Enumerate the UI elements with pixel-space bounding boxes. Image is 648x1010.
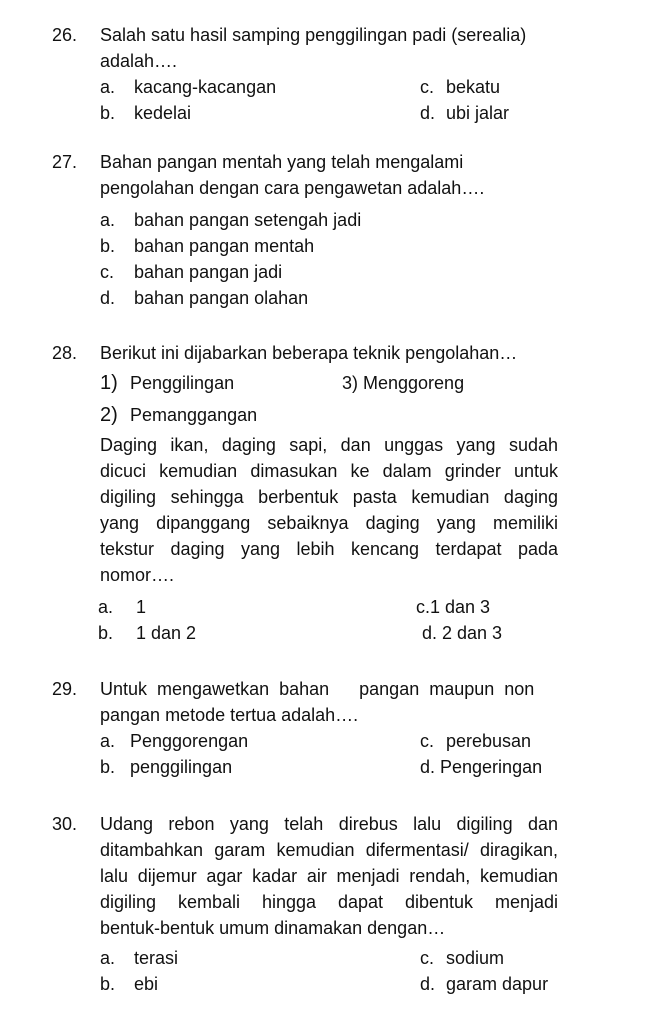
option-letter: d.	[100, 288, 116, 308]
paragraph-line: Daging ikan, daging sapi, dan unggas yang sudah	[100, 435, 558, 455]
option-letter: c.	[100, 262, 115, 282]
option-a[interactable]	[100, 945, 178, 971]
paragraph-line: digiling sehingga berbentuk pasta kemudian daging	[100, 487, 558, 507]
option-b[interactable]	[100, 971, 158, 997]
option-text: ubi jalar	[446, 103, 510, 123]
stem-line: Salah satu hasil samping penggilingan padi (serealia)	[100, 25, 527, 45]
option-text: garam dapur	[446, 974, 549, 994]
option-letter: c.	[420, 77, 435, 97]
option-text: 1 dan 2	[136, 623, 197, 643]
paragraph-line: tekstur daging yang lebih kencang terdapat pada	[100, 539, 558, 559]
stem-line: Bahan pangan mentah yang telah mengalami	[100, 152, 464, 172]
stem-line: pangan metode tertua adalah….	[100, 705, 359, 725]
option-c[interactable]	[100, 259, 282, 285]
stem-line: pengolahan dengan cara pengawetan adalah….	[100, 178, 485, 198]
option-text: ebi	[134, 974, 159, 994]
option-b[interactable]	[100, 100, 191, 126]
paragraph-line: dicuci kemudian dimasukan ke dalam grinder untuk	[100, 461, 558, 481]
stem-line: Berikut ini dijabarkan beberapa teknik pengolahan…	[100, 343, 518, 363]
option-b[interactable]	[100, 233, 314, 259]
option-letter: b.	[98, 623, 114, 643]
question-number: 29.	[52, 679, 78, 699]
option-a[interactable]	[100, 207, 361, 233]
item-number: 2)	[100, 404, 118, 426]
option-text: bekatu	[446, 77, 501, 97]
option-text: d. Pengeringan	[420, 757, 543, 777]
option-d[interactable]	[422, 620, 502, 646]
option-letter: a.	[100, 77, 116, 97]
option-text: bahan pangan olahan	[134, 288, 309, 308]
option-text: d. 2 dan 3	[422, 623, 503, 643]
item-number: 1)	[100, 372, 118, 394]
technique-item-2	[100, 401, 257, 429]
item-text: Pemanggangan	[130, 405, 258, 425]
option-a[interactable]	[100, 728, 248, 754]
option-d[interactable]	[420, 100, 509, 126]
option-text: Penggorengan	[130, 731, 249, 751]
option-letter: c.	[420, 948, 435, 968]
option-a[interactable]	[100, 74, 276, 100]
stem-line: Udang rebon yang telah direbus lalu digiling dan	[100, 814, 558, 834]
option-text: 1	[136, 597, 147, 617]
option-c[interactable]	[416, 594, 490, 620]
item-text: Penggilingan	[130, 373, 235, 393]
technique-item-3	[342, 369, 464, 397]
question-number: 30.	[52, 814, 78, 834]
question-number: 26.	[52, 25, 78, 45]
option-letter: d.	[420, 103, 436, 123]
option-b[interactable]	[98, 620, 196, 646]
paragraph-line: nomor….	[100, 565, 175, 585]
option-letter: a.	[98, 597, 114, 617]
technique-item-1	[100, 369, 234, 397]
question-number: 27.	[52, 152, 78, 172]
stem-line: bentuk-bentuk umum dinamakan dengan…	[100, 918, 446, 938]
option-text: bahan pangan mentah	[134, 236, 315, 256]
option-letter: b.	[100, 974, 116, 994]
stem-line: ditambahkan garam kemudian difermentasi/ diragikan,	[100, 840, 558, 860]
option-b[interactable]	[100, 754, 232, 780]
option-text: bahan pangan jadi	[134, 262, 283, 282]
option-letter: c.	[420, 731, 435, 751]
option-text: bahan pangan setengah jadi	[134, 210, 362, 230]
option-text: terasi	[134, 948, 179, 968]
option-text: perebusan	[446, 731, 532, 751]
option-text: kedelai	[134, 103, 192, 123]
option-letter: d.	[420, 974, 436, 994]
option-text: c.1 dan 3	[416, 597, 491, 617]
option-letter: b.	[100, 103, 116, 123]
option-c[interactable]	[420, 74, 500, 100]
option-text: sodium	[446, 948, 505, 968]
option-a[interactable]	[98, 594, 146, 620]
option-d[interactable]	[420, 754, 542, 780]
question-number: 28.	[52, 343, 78, 363]
option-text: penggilingan	[130, 757, 233, 777]
stem-line: adalah….	[100, 51, 178, 71]
option-d[interactable]	[100, 285, 308, 311]
option-text: kacang-kacangan	[134, 77, 277, 97]
stem-line: Untuk mengawetkan bahan pangan maupun non	[100, 679, 535, 699]
option-c[interactable]	[420, 728, 531, 754]
option-letter: b.	[100, 757, 116, 777]
option-d[interactable]	[420, 971, 548, 997]
option-letter: a.	[100, 210, 116, 230]
paragraph-line: yang dipanggang sebaiknya daging yang memiliki	[100, 513, 558, 533]
stem-line: digiling kembali hingga dapat dibentuk menjadi	[100, 892, 558, 912]
stem-line: lalu dijemur agar kadar air menjadi rendah, kemudian	[100, 866, 558, 886]
option-letter: a.	[100, 948, 116, 968]
option-letter: b.	[100, 236, 116, 256]
item-text: 3) Menggoreng	[342, 373, 465, 393]
option-c[interactable]	[420, 945, 504, 971]
option-letter: a.	[100, 731, 116, 751]
